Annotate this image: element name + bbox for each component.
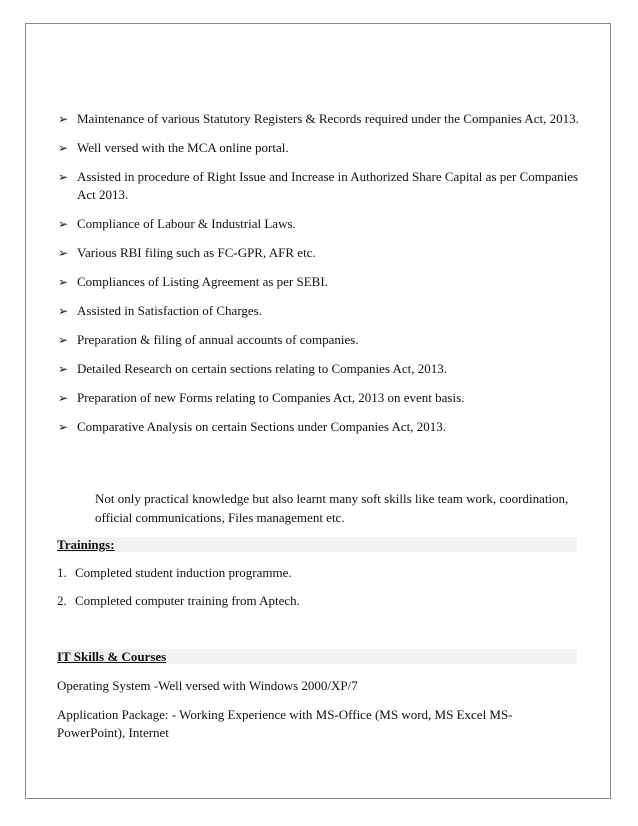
arrow-bullet-icon: ➢ (58, 246, 69, 260)
list-item: 2. Completed computer training from Aptech. (57, 593, 300, 608)
list-item: ➢ Compliance of Labour & Industrial Laws. (58, 216, 296, 231)
experience-bullet-list (58, 110, 586, 447)
list-item: ➢ Well versed with the MCA online portal. (58, 140, 289, 155)
arrow-bullet-icon: ➢ (58, 391, 69, 405)
list-item: ➢ Maintenance of various Statutory Registers & Records required under the Companies Act, 2013. (58, 111, 579, 126)
resume-page (25, 23, 611, 799)
it-skills-heading: IT Skills & Courses (57, 649, 577, 664)
soft-skills-note: Not only practical knowledge but also learnt many soft skills like team work, coordination, official communications, Files management etc. (95, 491, 569, 525)
trainings-heading: Trainings: (57, 537, 577, 552)
list-item: ➢ Various RBI filing such as FC-GPR, AFR etc. (58, 245, 316, 260)
list-item: ➢ Detailed Research on certain sections relating to Companies Act, 2013. (58, 361, 448, 376)
list-item: ➢ Preparation & filing of annual accounts of companies. (58, 332, 359, 347)
list-item: 1. Completed student induction programme. (57, 565, 292, 580)
list-item: ➢ Preparation of new Forms relating to Companies Act, 2013 on event basis. (58, 390, 465, 405)
arrow-bullet-icon: ➢ (58, 362, 69, 376)
operating-system-text: Operating System -Well versed with Windows 2000/XP/7 (57, 678, 358, 693)
arrow-bullet-icon: ➢ (58, 333, 69, 347)
arrow-bullet-icon: ➢ (58, 141, 69, 155)
application-package-text: Application Package: - Working Experience with MS-Office (MS word, MS Excel MS-PowerPoint), Internet (57, 707, 513, 740)
arrow-bullet-icon: ➢ (58, 420, 69, 434)
list-item: ➢ Assisted in Satisfaction of Charges. (58, 303, 262, 318)
list-item: ➢ Assisted in procedure of Right Issue and Increase in Authorized Share Capital as per Companies Act 2013. (58, 169, 579, 202)
arrow-bullet-icon: ➢ (58, 217, 69, 231)
list-item: ➢ Compliances of Listing Agreement as per SEBI. (58, 274, 328, 289)
trainings-list (57, 564, 577, 620)
list-item: ➢ Comparative Analysis on certain Sections under Companies Act, 2013. (58, 419, 446, 434)
arrow-bullet-icon: ➢ (58, 170, 69, 184)
arrow-bullet-icon: ➢ (58, 304, 69, 318)
arrow-bullet-icon: ➢ (58, 112, 69, 126)
arrow-bullet-icon: ➢ (58, 275, 69, 289)
